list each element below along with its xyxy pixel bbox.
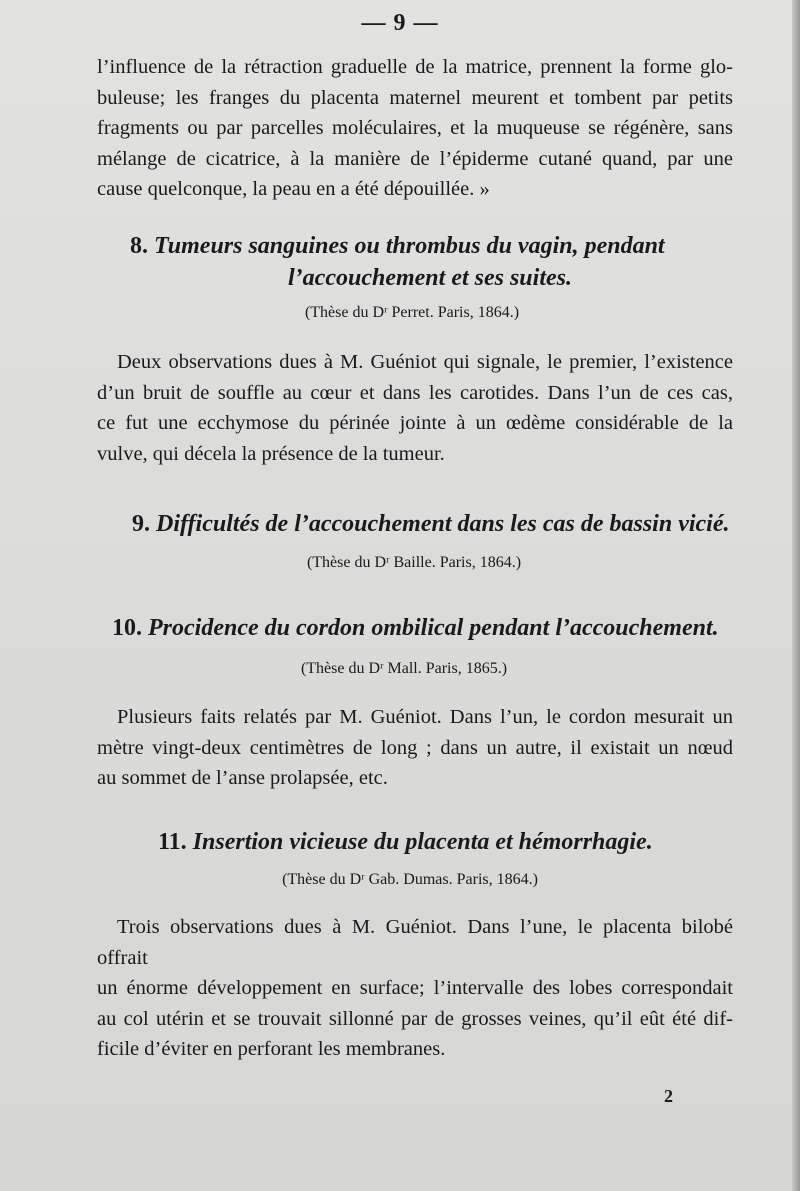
- section-number: 11.: [158, 829, 187, 855]
- text-line: mètre vingt-deux centimètres de long ; dans un autre, il existait un nœud: [97, 736, 733, 759]
- text-line: fragments ou par parcelles moléculaires, et la muqueuse se régénère, sans: [97, 117, 733, 139]
- signature-mark: 2: [664, 1086, 673, 1106]
- section-11-heading: [158, 826, 738, 858]
- section-8-heading: [130, 230, 730, 294]
- section-8-source: (Thèse du Dʳ Perret. Paris, 1864.): [304, 304, 520, 321]
- text-line: l’influence de la rétraction graduelle de la matrice, prennent la forme glo-: [97, 56, 733, 78]
- section-title: Difficultés de l’accouchement dans les cas de bassin vicié.: [156, 511, 730, 537]
- text-line: vulve, qui décela la présence de la tumeur.: [97, 442, 445, 465]
- text-line: mélange de cicatrice, à la manière de l’épiderme cutané quand, par une: [97, 147, 733, 170]
- paragraph-guenot-souffle: [97, 347, 733, 469]
- section-10-heading: [112, 612, 752, 644]
- text-line: ficile d’éviter en perforant les membranes.: [97, 1038, 446, 1060]
- section-title-cont: l’accouchement et ses suites.: [288, 265, 572, 291]
- page-edge-shadow: [792, 0, 800, 1191]
- text-line: au sommet de l’anse prolapsée, etc.: [97, 767, 388, 789]
- section-9-source: (Thèse du Dʳ Baille. Paris, 1864.): [306, 554, 522, 571]
- section-title: Procidence du cordon ombilical pendant l’accouchement.: [148, 615, 719, 641]
- paragraph-placenta: [97, 912, 733, 1065]
- paragraph-cordon: [97, 702, 733, 794]
- section-number: 9.: [132, 511, 150, 537]
- section-9-heading: [132, 508, 732, 540]
- text-line: Plusieurs faits relatés par M. Guéniot. Dans l’un, le cordon mesurait un: [117, 706, 733, 728]
- text-line: d’un bruit de souffle au cœur et dans les carotides. Dans l’un de ces cas,: [97, 381, 733, 404]
- paragraph-retraction: [97, 52, 733, 205]
- section-number: 8.: [130, 233, 148, 259]
- text-line: au col utérin et se trouvait sillonné par de grosses veines, qu’il eût été dif-: [97, 1007, 733, 1030]
- section-number: 10.: [112, 615, 142, 641]
- page-number: — 9 —: [361, 10, 439, 36]
- section-11-source: (Thèse du Dʳ Gab. Dumas. Paris, 1864.): [282, 871, 538, 888]
- text-line: Trois observations dues à M. Guéniot. Dans l’une, le placenta bilobé offrait: [97, 916, 733, 969]
- text-line: ce fut une ecchymose du périnée jointe à un œdème considérable de la: [97, 412, 733, 434]
- section-title: Insertion vicieuse du placenta et hémorrhagie.: [192, 829, 653, 855]
- section-title: Tumeurs sanguines ou thrombus du vagin, pendant: [154, 233, 665, 259]
- text-line: cause quelconque, la peau en a été dépouillée. »: [97, 178, 490, 200]
- text-line: buleuse; les franges du placenta maternel meurent et tombent par petits: [97, 86, 733, 109]
- text-line: un énorme développement en surface; l’intervalle des lobes correspondait: [97, 977, 733, 999]
- text-line: Deux observations dues à M. Guéniot qui signale, le premier, l’existence: [117, 351, 733, 373]
- section-10-source: (Thèse du Dʳ Mall. Paris, 1865.): [300, 660, 508, 677]
